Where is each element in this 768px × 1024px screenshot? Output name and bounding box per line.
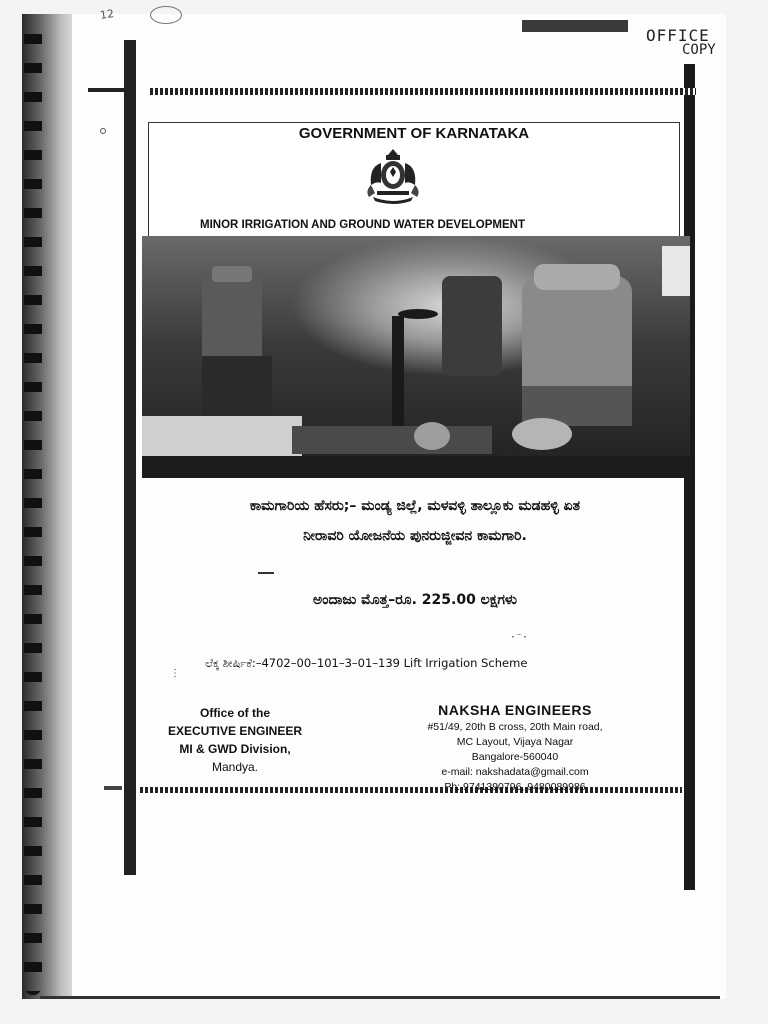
consultant-address2: MC Layout, Vijaya Nagar — [456, 736, 574, 748]
office-copy-stamp-line2: COPY — [682, 42, 716, 58]
office-line3: MI & GWD Division, — [179, 742, 291, 756]
handwritten-circle-mark — [150, 6, 182, 24]
work-name-line1: ಕಾಮಗಾರಿಯ ಹೆಸರು;– ಮಂಡ್ಯ ಜಿಲ್ಲೆ, ಮಳವಳ್ಳಿ ತಾಲ್ಲೂಕು ಮಡಹಳ್ಳಿ ಏತ — [249, 498, 581, 514]
head-of-account: ಲೆಕ್ಕ ಶೀರ್ಷಿಕೆ:–4702–00–101–3–01–139 Lift Irrigation Scheme — [205, 656, 528, 670]
office-line1: Office of the — [199, 706, 270, 720]
top-rule-stub — [88, 88, 132, 92]
scan-marks-left: ⋮ — [170, 668, 180, 679]
handwritten-ref: 12 — [99, 7, 115, 22]
office-block — [160, 704, 310, 776]
scan-shadow-left — [124, 40, 136, 875]
consultant-email: e-mail: nakshadata@gmail.com — [441, 766, 589, 778]
karnataka-emblem-icon — [353, 145, 433, 209]
lower-rule-stub — [104, 786, 122, 790]
consultant-address3: Bangalore-560040 — [471, 751, 559, 763]
office-line2: EXECUTIVE ENGINEER — [167, 724, 303, 738]
struck-out-note — [522, 20, 628, 32]
estimate-amount: ಅಂದಾಜು ಮೊತ್ತ–ರೂ. 225.00 ಲಕ್ಷಗಳು — [313, 592, 517, 608]
government-title: GOVERNMENT OF KARNATAKA — [298, 125, 530, 142]
scan-marks-right: ·⁻· — [510, 632, 529, 643]
scan-speck — [100, 128, 106, 134]
cover-header-box — [148, 122, 680, 241]
consultant-address1: #51/49, 20th B cross, 20th Main road, — [427, 721, 603, 733]
pump-house-photo — [142, 236, 690, 478]
top-dashed-rule — [150, 88, 696, 95]
consultant-phone: Ph: 9741390796, 9480089986 — [444, 781, 586, 793]
consultant-name: NAKSHA ENGINEERS — [438, 702, 592, 718]
work-name-line2: ನೀರಾವರಿ ಯೋಜನೆಯ ಪುನರುಜ್ಜೀವನ ಕಾಮಗಾರಿ. — [303, 528, 527, 544]
pump-machinery-icon — [142, 236, 690, 478]
department-title: MINOR IRRIGATION AND GROUND WATER DEVELOPMENT — [200, 219, 525, 231]
binder-holes — [24, 20, 42, 995]
cost-dash-mark — [258, 572, 274, 574]
office-copy-stamp-line1: OFFICE — [646, 26, 710, 45]
consultant-block — [400, 701, 630, 795]
office-line4: Mandya. — [211, 760, 259, 774]
page-bottom-edge — [40, 996, 720, 999]
